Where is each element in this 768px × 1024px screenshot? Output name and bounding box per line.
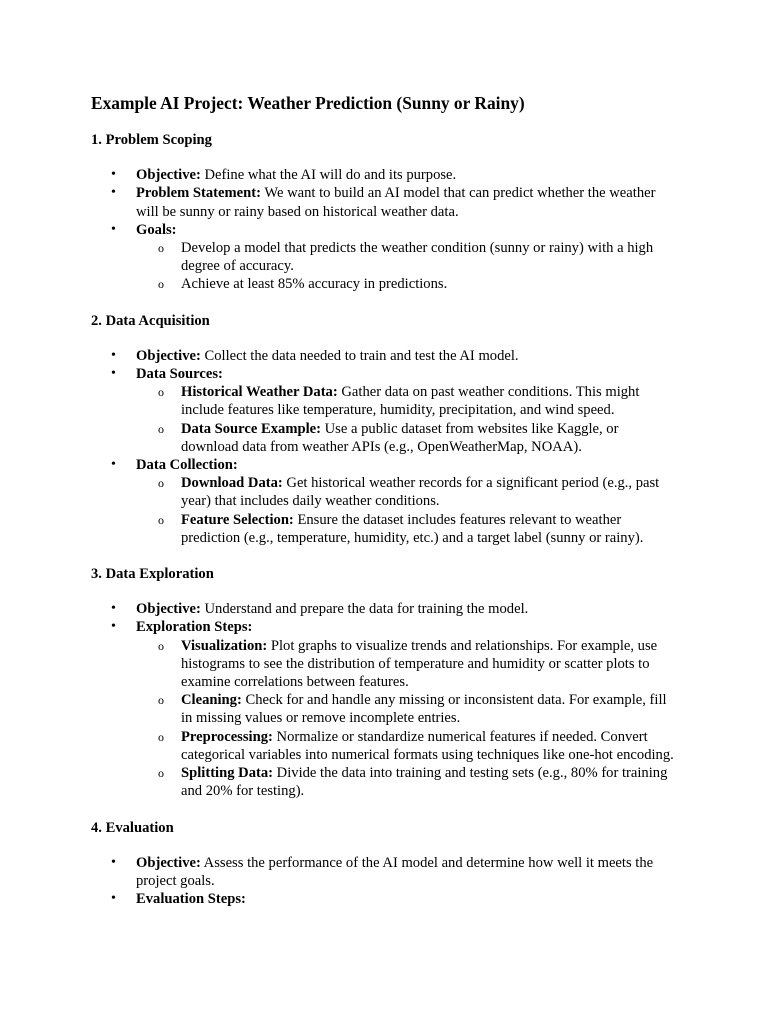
list-item xyxy=(91,854,676,890)
section-list xyxy=(91,854,676,909)
sub-item-text: Normalize or standardize numerical features if needed. Convert categorical variables into numerical formats using techniques like one-hot encoding. xyxy=(181,728,674,763)
sub-list-item xyxy=(136,764,676,800)
item-label: Data Collection: xyxy=(136,457,238,474)
item-text: We want to build an AI model that can predict whether the weather will be sunny or rainy based on historical weather data. xyxy=(136,185,656,220)
list-item xyxy=(91,600,676,618)
sub-list xyxy=(136,637,676,801)
list-item xyxy=(91,221,676,294)
bullet-icon: • xyxy=(111,221,116,237)
sub-item-text: Get historical weather records for a significant period (e.g., past year) that includes daily weather conditions. xyxy=(181,475,660,510)
section-heading: 4. Evaluation xyxy=(91,819,174,836)
item-label: Problem Statement: xyxy=(136,185,261,202)
sub-item-label: Visualization: xyxy=(181,637,268,654)
bullet-icon: • xyxy=(111,347,116,363)
list-item xyxy=(91,166,676,184)
list-item xyxy=(91,347,676,365)
sub-item-text: Gather data on past weather conditions. This might include features like temperature, humidity, precipitation, and wind speed. xyxy=(181,384,640,419)
sub-item-text: Achieve at least 85% accuracy in predictions. xyxy=(181,276,448,293)
sub-list-item xyxy=(136,474,676,510)
circle-bullet-icon: o xyxy=(158,476,164,491)
item-label: Objective: xyxy=(136,601,201,618)
sub-list xyxy=(136,474,676,547)
list-item xyxy=(91,890,676,908)
sub-list-item xyxy=(136,383,676,419)
sub-item-label: Historical Weather Data: xyxy=(181,384,338,401)
section-list xyxy=(91,166,676,293)
item-text: Understand and prepare the data for training the model. xyxy=(200,601,529,618)
sub-list-item xyxy=(136,511,676,547)
sub-list-item xyxy=(136,691,676,727)
circle-bullet-icon: o xyxy=(158,729,164,744)
circle-bullet-icon: o xyxy=(158,385,164,400)
section-list xyxy=(91,347,676,547)
item-text: Define what the AI will do and its purpose. xyxy=(200,167,457,184)
circle-bullet-icon: o xyxy=(158,277,164,292)
section-heading: 3. Data Exploration xyxy=(91,566,214,583)
sub-list-item xyxy=(136,275,676,293)
section-heading: 2. Data Acquisition xyxy=(91,312,210,329)
sub-item-label: Data Source Example: xyxy=(181,420,321,437)
item-text: Assess the performance of the AI model and determine how well it meets the project goals. xyxy=(136,854,654,889)
circle-bullet-icon: o xyxy=(158,766,164,781)
circle-bullet-icon: o xyxy=(158,421,164,436)
circle-bullet-icon: o xyxy=(158,512,164,527)
sub-list-item xyxy=(136,239,676,275)
list-item xyxy=(91,456,676,547)
bullet-icon: • xyxy=(111,185,116,201)
sub-list-item xyxy=(136,728,676,764)
circle-bullet-icon: o xyxy=(158,241,164,256)
bullet-icon: • xyxy=(111,619,116,635)
sub-list xyxy=(136,383,676,456)
list-item xyxy=(91,618,676,800)
sub-item-label: Feature Selection: xyxy=(181,511,294,528)
item-label: Evaluation Steps: xyxy=(136,891,246,908)
sub-item-label: Cleaning: xyxy=(181,692,242,709)
item-label: Goals: xyxy=(136,221,177,238)
bullet-icon: • xyxy=(111,457,116,473)
sub-item-text: Check for and handle any missing or inconsistent data. For example, fill in missing values or remove incomplete entries. xyxy=(181,692,667,727)
sub-item-text: Ensure the dataset includes features relevant to weather prediction (e.g., temperature, humidity, etc.) and a target label (sunny or rainy). xyxy=(181,511,644,546)
sub-item-label: Splitting Data: xyxy=(181,765,274,782)
list-item xyxy=(91,184,676,220)
section-heading: 1. Problem Scoping xyxy=(91,132,212,148)
document-body xyxy=(91,131,676,908)
circle-bullet-icon: o xyxy=(158,693,164,708)
sub-item-text: Develop a model that predicts the weather condition (sunny or rainy) with a high degree of accuracy. xyxy=(181,240,654,275)
bullet-icon: • xyxy=(111,854,116,870)
sub-item-text: Divide the data into training and testing sets (e.g., 80% for training and 20% for testing). xyxy=(181,765,668,800)
sub-item-label: Download Data: xyxy=(181,475,283,492)
sub-item-label: Preprocessing: xyxy=(181,728,273,745)
bullet-icon: • xyxy=(111,366,116,382)
bullet-icon: • xyxy=(111,167,116,183)
item-text: Collect the data needed to train and test the AI model. xyxy=(200,347,519,364)
list-item xyxy=(91,365,676,456)
sub-list-item xyxy=(136,420,676,456)
item-label: Objective: xyxy=(136,167,201,184)
section-list xyxy=(91,600,676,800)
item-label: Objective: xyxy=(136,854,201,871)
item-label: Objective: xyxy=(136,347,201,364)
sub-item-text: Use a public dataset from websites like Kaggle, or download data from weather APIs (e.g., OpenWeatherMap, NOAA). xyxy=(181,420,619,455)
sub-item-text: Plot graphs to visualize trends and relationships. For example, use histograms to see the distribution of temperature and humidity or scatter plots to examine correlations between features. xyxy=(181,637,658,691)
document-title: Example AI Project: Weather Prediction (Sunny or Rainy) xyxy=(91,93,525,113)
sub-list xyxy=(136,239,676,294)
circle-bullet-icon: o xyxy=(158,638,164,653)
item-label: Data Sources: xyxy=(136,366,223,383)
bullet-icon: • xyxy=(111,891,116,907)
bullet-icon: • xyxy=(111,601,116,617)
item-label: Exploration Steps: xyxy=(136,619,253,636)
sub-list-item xyxy=(136,637,676,692)
